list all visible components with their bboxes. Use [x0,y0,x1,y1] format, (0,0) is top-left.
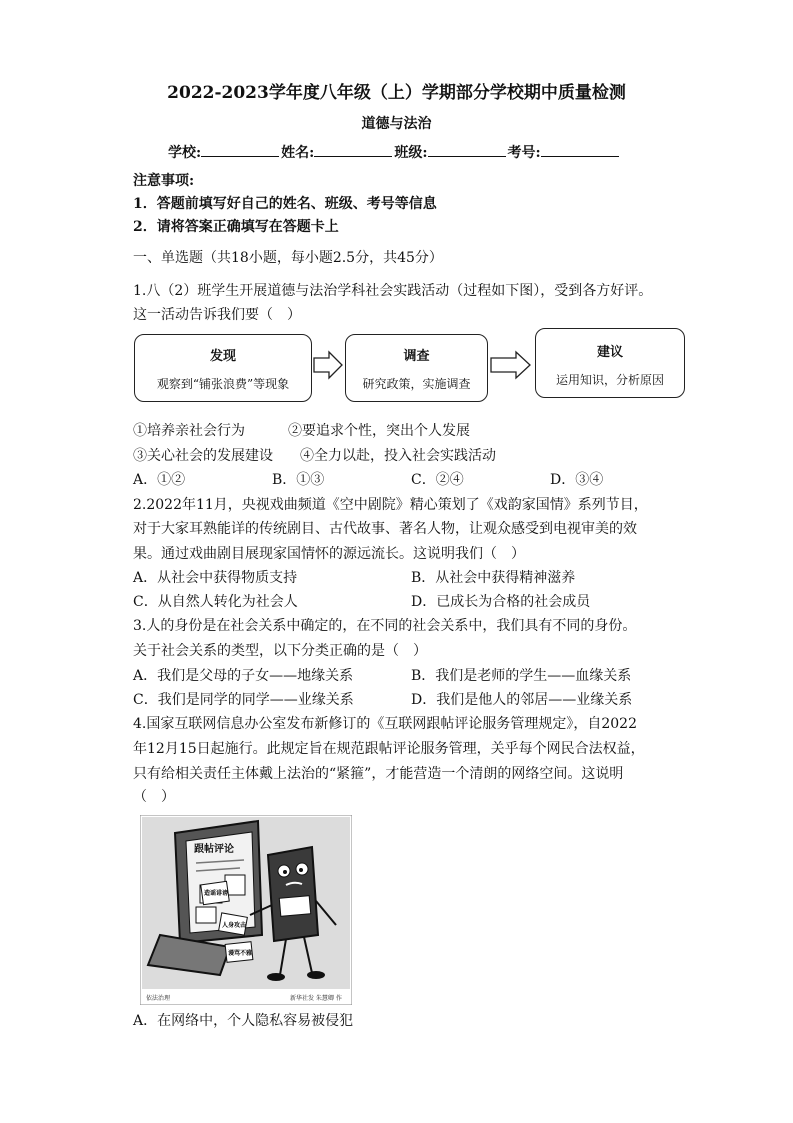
option-b[interactable]: B．从社会中获得精神滋养 [411,570,576,586]
option-d[interactable]: D．③④ [550,472,604,488]
class-label: 班级: [394,145,428,161]
flow-box-title: 调查 [403,349,430,364]
cartoon-paper-label: 谩骂不雅 [228,950,253,957]
student-info-fields [168,142,621,162]
option-c[interactable]: C．②④ [411,472,464,488]
option-d[interactable]: D．已成长为合格的社会成员 [411,594,591,610]
statement: ②要追求个性，突出个人发展 [288,423,470,439]
question-4-text: 只有给相关责任主体戴上法治的“紧箍”，才能营造一个清朗的网络空间。这说明 [133,766,624,782]
cartoon-screen-title: 跟帖评论 [194,844,234,855]
name-label: 姓名: [281,145,315,161]
option-a[interactable]: A．在网络中，个人隐私容易被侵犯 [133,1013,354,1029]
name-blank[interactable] [314,142,392,157]
option-a[interactable]: A．从社会中获得物质支持 [133,570,298,586]
statement: ①培养亲社会行为 [133,423,245,439]
option-a[interactable]: A．我们是父母的子女——地缘关系 [133,668,354,684]
flow-box-desc: 研究政策，实施调查 [362,377,471,391]
flow-box-discover [134,334,312,402]
option-b[interactable]: B．①③ [272,472,325,488]
cartoon-paper-label: 造谣诽谤 [204,890,229,897]
flow-box-title: 建议 [596,345,623,360]
exam-subject: 道德与法治 [361,116,432,132]
arrow-right-icon [490,350,532,380]
question-1-text: 这一活动告诉我们要（ ） [133,307,301,323]
exam-number-label: 考号: [507,145,541,161]
note-item: 1．答题前填写好自己的姓名、班级、考号等信息 [133,196,437,212]
option-c[interactable]: C．我们是同学的同学——业缘关系 [133,692,354,708]
option-b[interactable]: B．我们是老师的学生——血缘关系 [411,668,632,684]
flow-box-desc: 观察到“铺张浪费”等现象 [156,377,290,391]
option-c[interactable]: C．从自然人转化为社会人 [133,594,298,610]
flow-box-suggest [535,328,685,398]
school-label: 学校: [168,145,202,161]
statement: ④全力以赴，投入社会实践活动 [300,448,496,464]
class-blank[interactable] [428,142,506,157]
exam-number-blank[interactable] [541,142,619,157]
school-blank[interactable] [201,142,279,157]
cartoon-caption-left: 依法治理 [146,995,171,1002]
question-4-text: 4.国家互联网信息办公室发布新修订的《互联网跟帖评论服务管理规定》，自2022 [133,716,637,732]
cartoon-paper-label: 人身攻击 [222,922,247,929]
flow-box-desc: 运用知识，分析原因 [555,373,664,387]
question-4-text: 年12月15日起施行。此规定旨在规范跟帖评论服务管理，关乎每个网民合法权益， [133,741,645,757]
flow-box-title: 发现 [209,349,236,364]
option-d[interactable]: D．我们是他人的邻居——业缘关系 [411,692,633,708]
question-2-text: 对于大家耳熟能详的传统剧目、古代故事、著名人物，让观众感受到电视审美的效 [133,521,637,537]
cartoon-caption-right: 新华社发 朱慧卿 作 [290,995,342,1002]
question-3-text: 关于社会关系的类型，以下分类正确的是（ ） [133,643,427,659]
notes-heading: 注意事项: [133,173,195,189]
exam-title: 2022-2023学年度八年级（上）学期部分学校期中质量检测 [167,83,626,103]
question-2-text: 2.2022年11月，央视戏曲频道《空中剧院》精心策划了《戏韵家国情》系列节目， [133,497,648,513]
option-a[interactable]: A．①② [133,472,186,488]
statement: ③关心社会的发展建设 [133,448,273,464]
arrow-right-icon [313,350,343,380]
question-3-text: 3.人的身份是在社会关系中确定的，在不同的社会关系中，我们具有不同的身份。 [133,618,637,634]
question-4-text: （ ） [133,789,175,805]
section-heading: 一、单选题（共18小题，每小题2.5分，共45分） [133,250,443,266]
cartoon-image [140,815,352,1005]
question-1-text: 1.八（2）班学生开展道德与法治学科社会实践活动（过程如下图），受到各方好评。 [133,283,653,299]
flow-box-investigate [345,334,488,402]
question-2-text: 果。通过戏曲剧目展现家国情怀的源远流长。这说明我们（ ） [133,546,525,562]
note-item: 2．请将答案正确填写在答题卡上 [133,219,339,235]
